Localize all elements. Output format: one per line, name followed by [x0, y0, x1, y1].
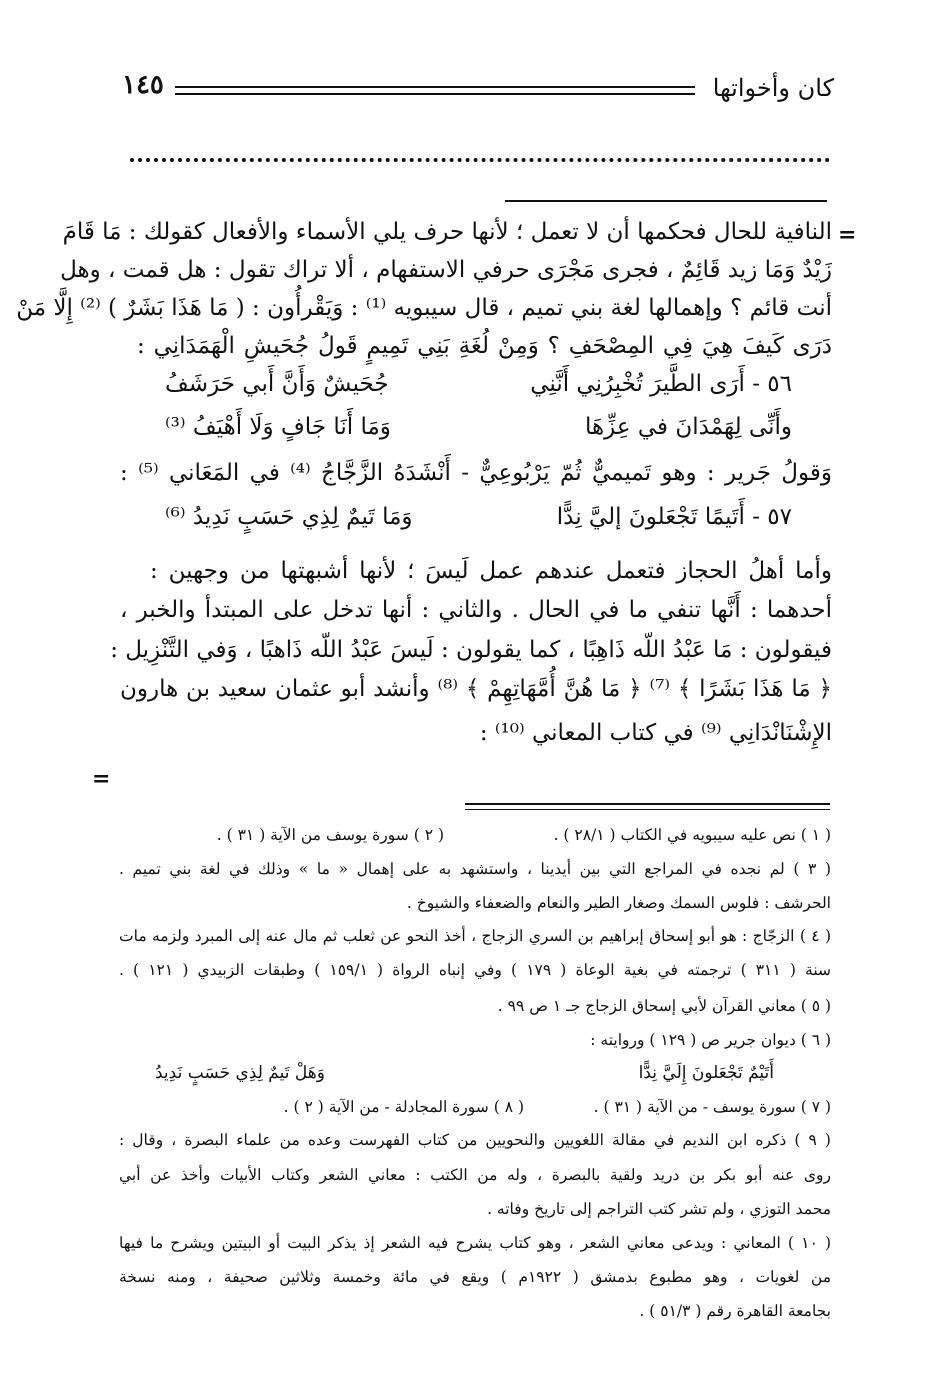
footnote-9-end: محمد التوزي ، ولم تشر كتب التراجم إلى تاريخ وفاته . — [487, 1200, 831, 1218]
body-line: النافية للحال فحكمها أن لا تعمل ؛ لأنها حرف يلي الأسماء والأفعال كقولك : مَا قَامَ — [62, 219, 832, 245]
footnote-10: ( ١٠ ) المعاني : ويدعى معاني الشعر ، وهو كتاب يشرح فيه الشعر إذ يذكر البيت أو البيتين ويشرح ما فيها — [119, 1234, 831, 1252]
body-line: زَيْدٌ وَمَا زيد قَائِمٌ ، فجرى مَجْرَى حرفي الاستفهام ، ألا تراك تقول : هل قمت ، وهل — [60, 257, 832, 283]
footnote-1: ( ١ ) نص عليه سيبويه في الكتاب ( ٢٨/١ ) . — [553, 826, 831, 844]
verse-hemistich-right: ٥٧ - أَتَيمًا تَجْعَلونَ إليَّ نِدًّا — [556, 504, 792, 530]
verse-hemistich-left: وَمَا أَنَا جَافٍ وَلَا أَهْيَفُ ⁽³⁾ — [165, 414, 391, 440]
footnote-7: ( ٧ ) سورة يوسف - من الآية ( ٣١ ) . — [593, 1098, 831, 1116]
footnote-6-verse-right: أَتَيْمٌ تَجْعَلونَ إِلَيَّ نِدًّا — [638, 1063, 774, 1083]
body-line: وأما أهلُ الحجاز فتعمل عندهم عمل لَيسَ ؛ لأنها أشبهتها من وجهين : — [150, 558, 832, 584]
continuation-mark: = — [838, 222, 857, 248]
footnote-9-cont: روى عنه أبو بكر بن دريد ولقية بالبصرة ، وله من الكتب : معاني الشعر وكتاب الأبيات وأخذ عن أبي — [119, 1166, 831, 1184]
page-number: ١٤٥ — [122, 70, 164, 100]
footnote-3-cont: الحرشف : فلوس السمك وصغار الطير والنعام والضعفاء والشيوخ . — [406, 894, 831, 912]
footnote-5: ( ٥ ) معاني القرآن لأبي إسحاق الزجاج جـ ١ ص ٩٩ . — [497, 997, 831, 1015]
body-line: دَرَى كَيفَ هِيَ فِي المِصْحَفِ ؟ وَمِنْ لُغَةِ بَنِي تَمِيمٍ قَولُ جُحَيشِ الْهَمَدَانِي : — [137, 333, 832, 359]
footnote-2: ( ٢ ) سورة يوسف من الآية ( ٣١ ) . — [216, 826, 444, 844]
main-text — [16, 0, 832, 800]
footnote-4: ( ٤ ) الزجّاج : هو أبو إسحاق إبراهيم بن السري الزجاج ، أخذ النحو عن ثعلب ثم مال عنه إلى المبرد ولزمه مات — [119, 927, 831, 945]
footnote-9: ( ٩ ) ذكره ابن النديم في مقالة اللغويين والنحويين من كتاب الفهرست وعده من علماء البصرة ، وقال : — [119, 1131, 831, 1149]
footnote-6-verse-left: وَهَلْ تَيمٌ لِذِي حَسَبٍ نَدِيدُ — [155, 1063, 325, 1083]
footnote-6: ( ٦ ) ديوان جرير ص ( ١٢٩ ) وروايته : — [590, 1031, 831, 1049]
verse-hemistich-right: وأَنِّى لِهَمْدَانَ في عِزِّهَا — [585, 414, 792, 440]
verse-hemistich-left: وَمَا تَيمٌ لِذِي حَسَبٍ نَدِيدُ ⁽⁶⁾ — [165, 504, 413, 530]
body-line: ﴿ مَا هَذَا بَشَرًا ﴾ ⁽⁷⁾ ﴿ مَا هُنَّ أُمَّهَاتِهِمْ ﴾ ⁽⁸⁾ وأنشد أبو عثمان سعيد بن هارون — [120, 676, 832, 702]
footnote-separator — [465, 803, 830, 810]
footnote-4-cont: سنة ( ٣١١ ) ترجمته في بغية الوعاة ( ١٧٩ ) وفي إنباه الرواة ( ١٥٩/١ ) وطبقات الزبيدي ( ١٢١ ) . — [119, 961, 831, 979]
body-line: أحدهما : أَنَّها تنفي ما في الحال . والثاني : أنها تدخل على المبتدأ والخبر ، — [120, 597, 832, 623]
verse-hemistich-left: جُحَيشٌ وَأَنَّ أَبي حَرَشَفُ — [165, 371, 389, 397]
body-line: أنت قائم ؟ وإهمالها لغة بني تميم ، قال سيبويه ⁽¹⁾ : وَيَقْرأُون : ( مَا هَذَا بَشَرٌ ) ⁽²⁾ إِلَّا مَنْ — [16, 295, 832, 321]
footnote-10-cont: من لغويات ، وهو مطبوع بدمشق ( ١٩٢٢م ) ويقع في مائة وخمسة وثلاثين صحيفة ، ومنه نسخة — [119, 1268, 831, 1286]
verse-hemistich-right: ٥٦ - أَرَى الطَّيرَ تُخْبِرُنِي أَنَّنِي — [530, 371, 792, 397]
body-line: الإِشْنَانْدَانِي ⁽⁹⁾ في كتاب المعاني ⁽¹⁰⁾ : — [479, 720, 832, 746]
end-continuation-mark: = — [92, 766, 111, 792]
footnote-10-end: بجامعة القاهرة رقم ( ٥١/٣ ) . — [639, 1302, 831, 1320]
body-line: وَقولُ جَرير : وهو تَميميٌّ ثُمّ يَرْبُوعِيٌّ - أَنْشَدَهُ الزَّجَّاجُ ⁽⁴⁾ في المَعَاني ⁽⁵⁾ : — [120, 460, 832, 486]
footnote-3: ( ٣ ) لم نجده في المراجع التي بين أيدينا ، واستشهد به على إهمال « ما » وذلك في لغة بني تميم . — [119, 860, 831, 878]
body-line: فيقولون : مَا عَبْدُ اللّه ذَاهِبًا ، كما يقولون : لَيسَ عَبْدُ اللّه ذَاهبًا ، وَفي التَّنْزِيل : — [110, 637, 832, 663]
running-title: كان وأخواتها — [712, 74, 834, 102]
footnote-8: ( ٨ ) سورة المجادلة - من الآية ( ٢ ) . — [283, 1098, 524, 1116]
